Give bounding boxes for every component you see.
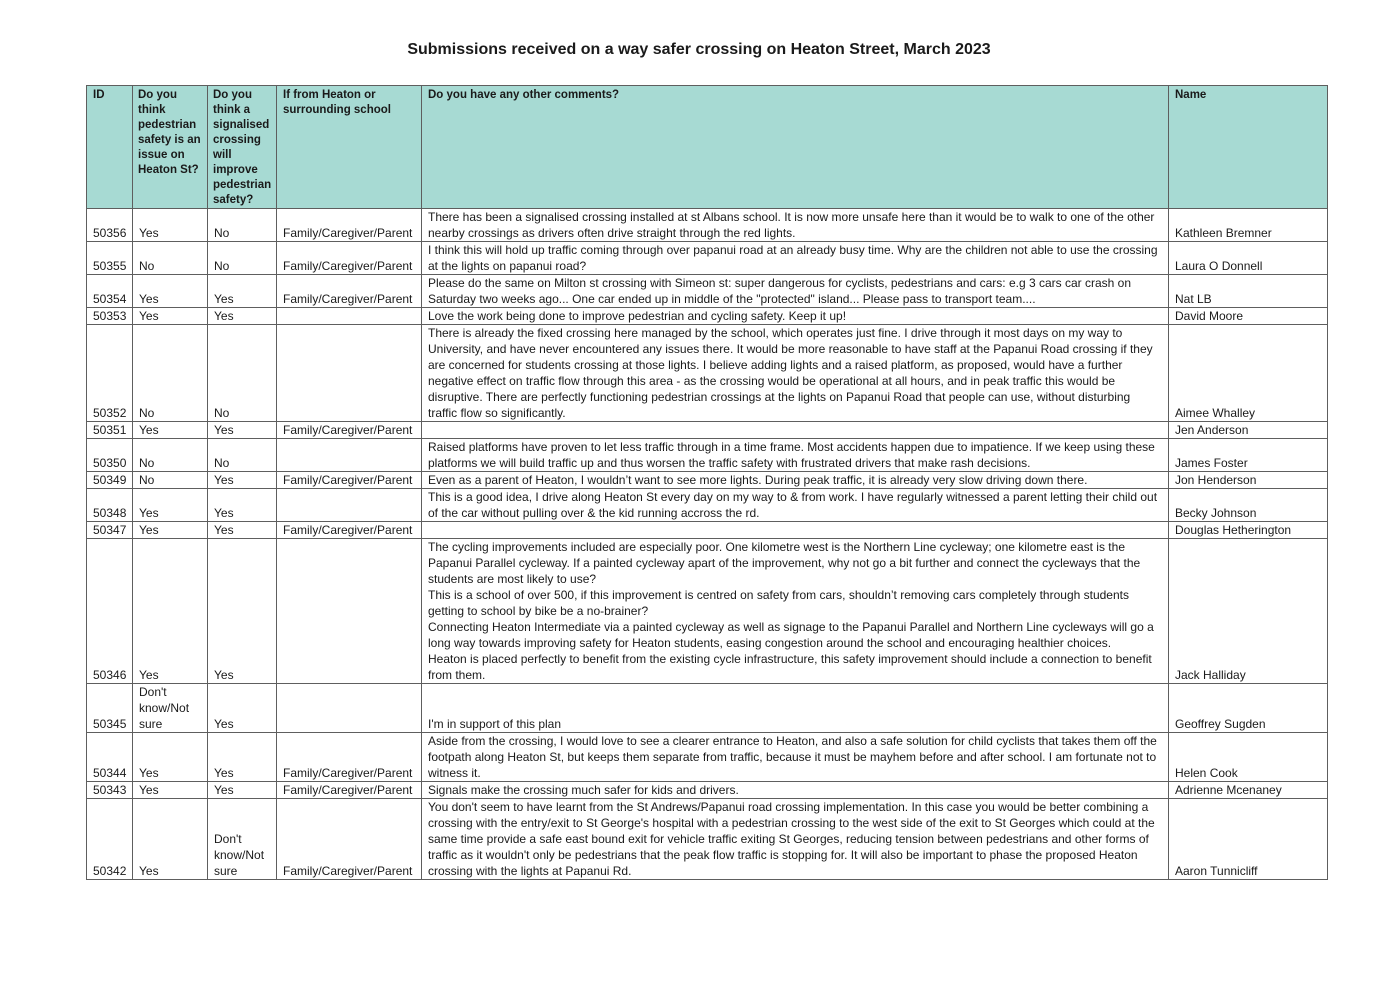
cell-signalised-improve: Yes (208, 275, 277, 308)
cell-school: Family/Caregiver/Parent (277, 782, 422, 799)
table-row (87, 439, 1328, 472)
cell-school (277, 308, 422, 325)
cell-id: 50347 (87, 522, 133, 539)
table-row (87, 539, 1328, 684)
cell-id: 50344 (87, 733, 133, 782)
cell-comment: Raised platforms have proven to let less traffic through in a time frame. Most accidents happen due to impatience. If we keep using these platforms we will build traffic up and thus worsen the traffic safety with frustrated drivers that make rash decisions. (422, 439, 1169, 472)
cell-comment: I'm in support of this plan (422, 684, 1169, 733)
cell-safety-issue: No (133, 472, 208, 489)
table-row (87, 308, 1328, 325)
cell-name: Douglas Hetherington (1169, 522, 1328, 539)
cell-comment: This is a good idea, I drive along Heaton St every day on my way to & from work. I have regularly witnessed a parent letting their child out of the car without pulling over & the kid running accross the rd. (422, 489, 1169, 522)
cell-comment: There has been a signalised crossing installed at st Albans school. It is now more unsafe here than it would be to walk to one of the other nearby crossings as drivers often drive straight through the red lights. (422, 209, 1169, 242)
cell-comment: Please do the same on Milton st crossing with Simeon st: super dangerous for cyclists, pedestrians and cars: e.g 3 cars car crash on Saturday two weeks ago... One car ended up in middle of the "protected" island... Please pass to transport team.... (422, 275, 1169, 308)
cell-safety-issue: Yes (133, 275, 208, 308)
cell-id: 50351 (87, 422, 133, 439)
cell-safety-issue: No (133, 439, 208, 472)
table-row (87, 799, 1328, 880)
cell-safety-issue: Yes (133, 489, 208, 522)
cell-signalised-improve: Yes (208, 308, 277, 325)
cell-signalised-improve: No (208, 242, 277, 275)
cell-school (277, 489, 422, 522)
cell-safety-issue: Yes (133, 799, 208, 880)
cell-id: 50349 (87, 472, 133, 489)
table-row (87, 209, 1328, 242)
cell-signalised-improve: Yes (208, 539, 277, 684)
cell-school: Family/Caregiver/Parent (277, 799, 422, 880)
cell-name: Nat LB (1169, 275, 1328, 308)
cell-school (277, 439, 422, 472)
cell-signalised-improve: Yes (208, 489, 277, 522)
cell-name: Aimee Whalley (1169, 325, 1328, 422)
cell-signalised-improve: Don't know/Not sure (208, 799, 277, 880)
cell-name: Aaron Tunnicliff (1169, 799, 1328, 880)
cell-school: Family/Caregiver/Parent (277, 242, 422, 275)
cell-comment: Signals make the crossing much safer for kids and drivers. (422, 782, 1169, 799)
cell-comment: Aside from the crossing, I would love to see a clearer entrance to Heaton, and also a safe solution for child cyclists that takes them off the footpath along Heaton St, but keeps them separate from traffic, because it must be mayhem before and after school. I am fortunate not to witness it. (422, 733, 1169, 782)
table-row (87, 489, 1328, 522)
cell-signalised-improve: Yes (208, 472, 277, 489)
cell-signalised-improve: No (208, 209, 277, 242)
cell-comment: Love the work being done to improve pedestrian and cycling safety. Keep it up! (422, 308, 1169, 325)
table-row (87, 522, 1328, 539)
cell-id: 50345 (87, 684, 133, 733)
cell-school: Family/Caregiver/Parent (277, 522, 422, 539)
table-row (87, 684, 1328, 733)
table-row (87, 325, 1328, 422)
cell-id: 50352 (87, 325, 133, 422)
cell-name: Laura O Donnell (1169, 242, 1328, 275)
cell-id: 50348 (87, 489, 133, 522)
cell-comment: Even as a parent of Heaton, I wouldn’t want to see more lights. During peak traffic, it is already very slow driving down there. (422, 472, 1169, 489)
cell-signalised-improve: No (208, 325, 277, 422)
cell-comment: I think this will hold up traffic coming through over papanui road at an already busy time. Why are the children not able to use the crossing at the lights on papanui road? (422, 242, 1169, 275)
cell-name: Kathleen Bremner (1169, 209, 1328, 242)
table-row (87, 472, 1328, 489)
cell-name: Jen Anderson (1169, 422, 1328, 439)
header-name: Name (1169, 86, 1328, 209)
cell-school (277, 539, 422, 684)
cell-name: David Moore (1169, 308, 1328, 325)
cell-comment (422, 422, 1169, 439)
cell-signalised-improve: Yes (208, 782, 277, 799)
cell-signalised-improve: Yes (208, 684, 277, 733)
table-header-row (87, 86, 1328, 209)
cell-safety-issue: Yes (133, 782, 208, 799)
cell-safety-issue: Yes (133, 539, 208, 684)
cell-id: 50342 (87, 799, 133, 880)
cell-safety-issue: No (133, 325, 208, 422)
cell-school: Family/Caregiver/Parent (277, 422, 422, 439)
cell-school (277, 325, 422, 422)
cell-signalised-improve: No (208, 439, 277, 472)
cell-id: 50354 (87, 275, 133, 308)
table-row (87, 422, 1328, 439)
header-id: ID (87, 86, 133, 209)
cell-name: Becky Johnson (1169, 489, 1328, 522)
cell-safety-issue: Don't know/Not sure (133, 684, 208, 733)
cell-name: Adrienne Mcenaney (1169, 782, 1328, 799)
page-title: Submissions received on a way safer crossing on Heaton Street, March 2023 (407, 41, 991, 58)
cell-name: Jon Henderson (1169, 472, 1328, 489)
cell-id: 50343 (87, 782, 133, 799)
cell-signalised-improve: Yes (208, 733, 277, 782)
header-safety-issue: Do you think pedestrian safety is an issue on Heaton St? (133, 86, 208, 209)
cell-comment (422, 522, 1169, 539)
cell-id: 50346 (87, 539, 133, 684)
cell-name: Jack Halliday (1169, 539, 1328, 684)
cell-school: Family/Caregiver/Parent (277, 472, 422, 489)
header-school: If from Heaton or surrounding school (277, 86, 422, 209)
cell-safety-issue: Yes (133, 422, 208, 439)
cell-school: Family/Caregiver/Parent (277, 209, 422, 242)
header-comments: Do you have any other comments? (422, 86, 1169, 209)
header-signalised-improve: Do you think a signalised crossing will improve pedestrian safety? (208, 86, 277, 209)
cell-safety-issue: Yes (133, 733, 208, 782)
cell-safety-issue: No (133, 242, 208, 275)
cell-safety-issue: Yes (133, 308, 208, 325)
table-row (87, 242, 1328, 275)
submissions-table (86, 85, 1328, 880)
cell-safety-issue: Yes (133, 209, 208, 242)
cell-name: James Foster (1169, 439, 1328, 472)
cell-safety-issue: Yes (133, 522, 208, 539)
cell-id: 50353 (87, 308, 133, 325)
cell-comment: There is already the fixed crossing here managed by the school, which operates just fine. I drive through it most days on my way to University, and have never encountered any issues there. It would be more reasonable to have staff at the Papanui Road crossing if they are concerned for students crossing at those lights. I believe adding lights and a raised platform, as proposed, would have a further negative effect on traffic flow through this area - as the crossing would be operational at all hours, and in peak traffic this would be disruptive. There are perfectly functioning pedestrian crossings at the lights on Papanui Road that people can use, without disturbing traffic flow so significantly. (422, 325, 1169, 422)
table-row (87, 733, 1328, 782)
cell-school: Family/Caregiver/Parent (277, 275, 422, 308)
table-row (87, 275, 1328, 308)
cell-comment: You don't seem to have learnt from the St Andrews/Papanui road crossing implementation. In this case you would be better combining a crossing with the entry/exit to St George's hospital with a pedestrian crossing to the west side of the exit to St Georges which could at the same time provide a safe east bound exit for vehicle traffic exiting St Georges, reducing tension between pedestrians and other forms of traffic as it wouldn't only be pedestrians that the peak flow traffic is stopping for. It will also be important to phase the proposed Heaton crossing with the lights at Papanui Rd. (422, 799, 1169, 880)
cell-signalised-improve: Yes (208, 422, 277, 439)
table-row (87, 782, 1328, 799)
cell-signalised-improve: Yes (208, 522, 277, 539)
cell-comment: The cycling improvements included are especially poor. One kilometre west is the Northern Line cycleway; one kilometre east is the Papanui Parallel cycleway. If a painted cycleway apart of the improvement, why not go a bit further and connect the cycleways that the students are most likely to use? This is a school of over 500, if this improvement is centred on safety from cars, shouldn’t removing cars completely through students getting to school by bike be a no-brainer? Connecting Heaton Intermediate via a painted cycleway as well as signage to the Papanui Parallel and Northern Line cycleways will go a long way towards improving safety for Heaton students, easing congestion around the school and encouraging healthier choices. Heaton is placed perfectly to benefit from the existing cycle infrastructure, this safety improvement should include a connection to benefit from them. (422, 539, 1169, 684)
cell-id: 50350 (87, 439, 133, 472)
cell-school: Family/Caregiver/Parent (277, 733, 422, 782)
cell-school (277, 684, 422, 733)
cell-name: Helen Cook (1169, 733, 1328, 782)
cell-id: 50356 (87, 209, 133, 242)
cell-id: 50355 (87, 242, 133, 275)
cell-name: Geoffrey Sugden (1169, 684, 1328, 733)
